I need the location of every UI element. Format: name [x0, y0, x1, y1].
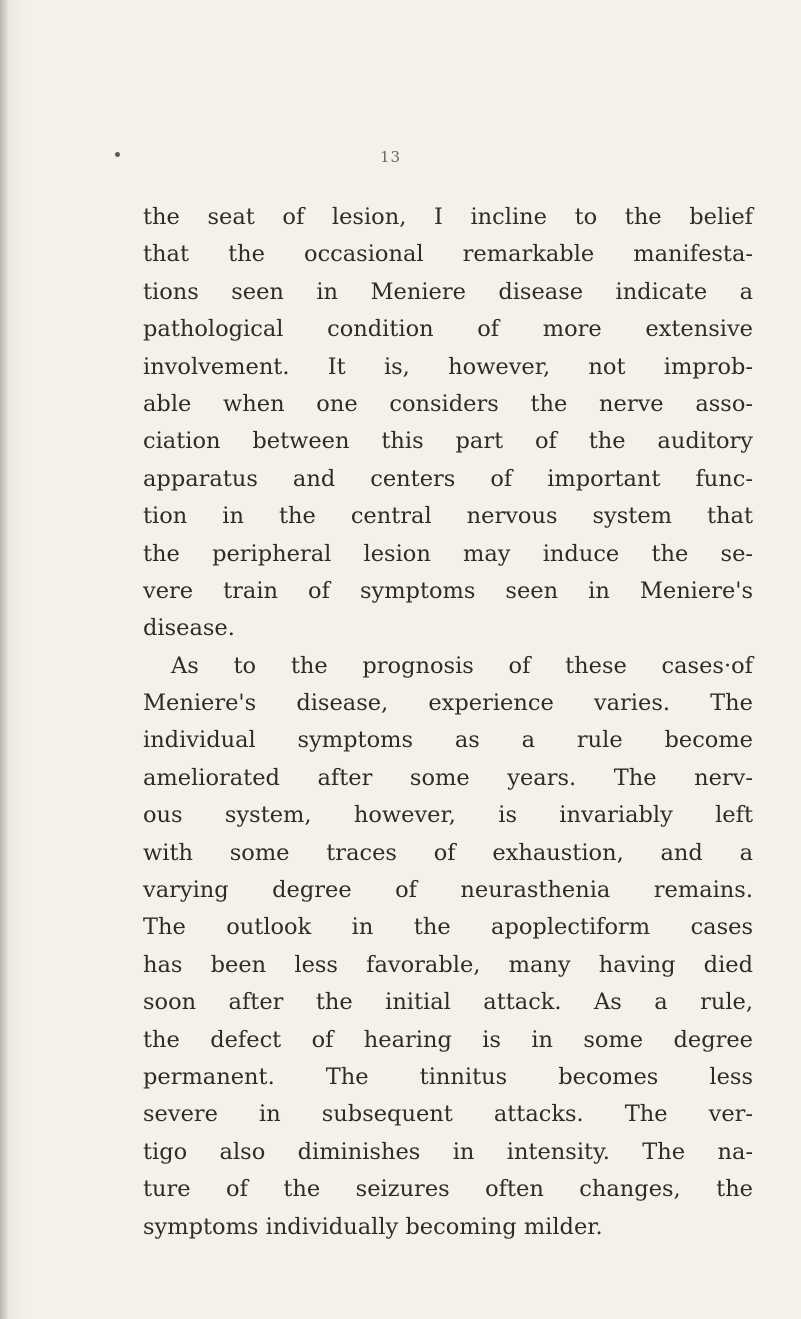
- text-line: the seat of lesion, I incline to the belief: [143, 204, 753, 230]
- text-line: permanent. The tinnitus becomes less: [143, 1063, 753, 1090]
- text-line: apparatus and centers of important func-: [143, 465, 753, 492]
- ink-speck: [115, 152, 120, 157]
- text-line: symptoms individually becoming milder.: [143, 1213, 603, 1240]
- text-line: ameliorated after some years. The nerv-: [143, 764, 753, 791]
- paragraph-2: [143, 648, 753, 1246]
- text-line: severe in subsequent attacks. The ver-: [143, 1101, 753, 1128]
- text-line: individual symptoms as a rule become: [143, 727, 753, 754]
- text-line: tions seen in Meniere disease indicate a: [143, 278, 753, 305]
- text-line: disease.: [143, 615, 235, 642]
- text-line: The outlook in the apoplectiform cases: [143, 914, 753, 941]
- text-line: able when one considers the nerve asso-: [143, 390, 753, 417]
- text-line: the peripheral lesion may induce the se-: [143, 540, 753, 567]
- page-number: 13: [380, 148, 402, 166]
- text-line: Meniere's disease, experience varies. The: [143, 690, 753, 717]
- text-line: has been less favorable, many having died: [143, 951, 753, 978]
- page-binding-edge: [0, 0, 8, 1319]
- text-line: varying degree of neurasthenia remains.: [143, 877, 753, 904]
- text-line: involvement. It is, however, not improb-: [143, 353, 753, 380]
- text-line: vere train of symptoms seen in Meniere's: [143, 577, 753, 604]
- body-text: [143, 199, 753, 1246]
- text-line: with some traces of exhaustion, and a: [143, 839, 753, 866]
- text-line: ture of the seizures often changes, the: [143, 1176, 753, 1203]
- paragraph-1: [143, 199, 753, 648]
- text-line: that the occasional remarkable manifesta-: [143, 241, 753, 268]
- text-line: ous system, however, is invariably left: [143, 802, 753, 829]
- text-line: the defect of hearing is in some degree: [143, 1026, 753, 1053]
- text-line: tion in the central nervous system that: [143, 503, 753, 530]
- text-line: As to the prognosis of these cases·of: [171, 652, 753, 679]
- text-line: tigo also diminishes in intensity. The na-: [143, 1138, 753, 1165]
- text-line: pathological condition of more extensive: [143, 316, 753, 343]
- text-line: soon after the initial attack. As a rule,: [143, 989, 753, 1016]
- text-line: ciation between this part of the auditory: [143, 428, 753, 455]
